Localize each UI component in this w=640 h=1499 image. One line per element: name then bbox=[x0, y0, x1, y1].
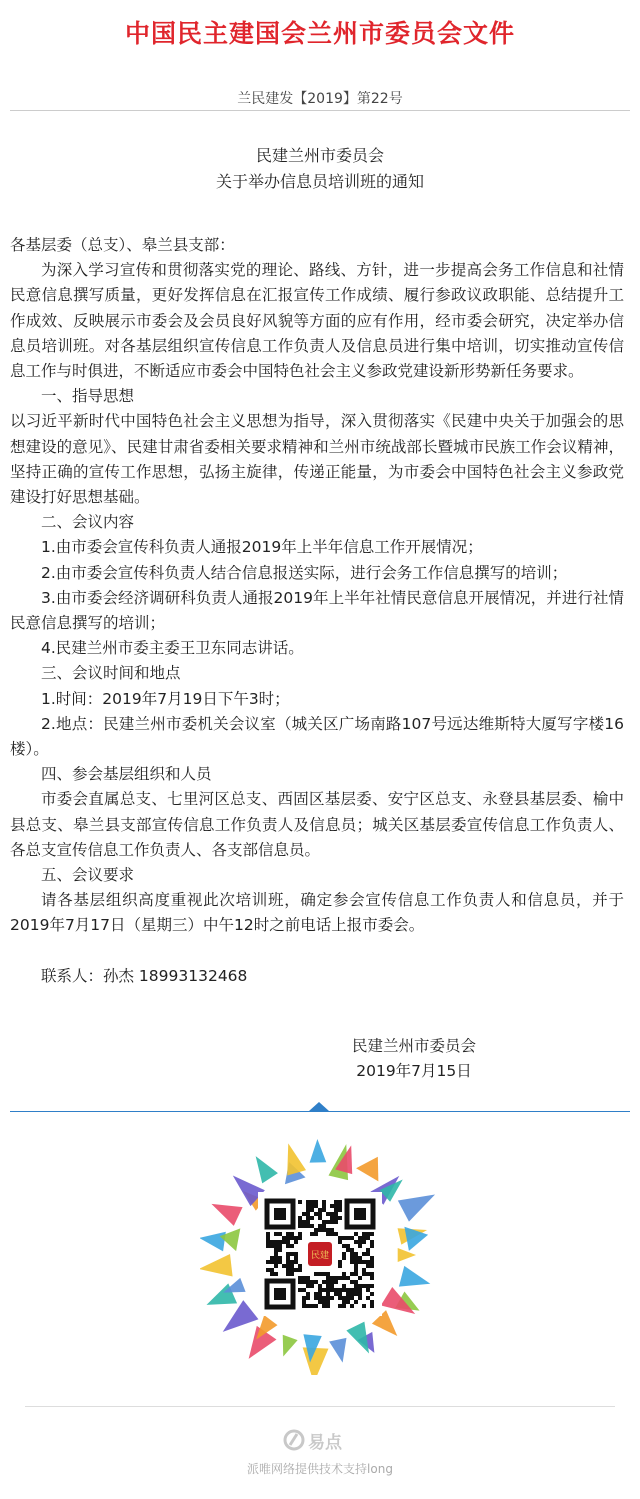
signature-date: 2019年7月15日 bbox=[356, 1062, 472, 1080]
meeting-place: 2.地点：民建兰州市委机关会议室（城关区广场南路107号远达维斯特大厦写字楼16楼）。 bbox=[10, 714, 624, 759]
section4-heading: 四、参会基层组织和人员 bbox=[41, 765, 212, 784]
intro-paragraph: 为深入学习宣传和贯彻落实党的理论、路线、方针，进一步提高会务工作信息和社情民意信息撰写质量，更好发挥信息在汇报宣传工作成绩、履行参政议政职能、总结提升工作成效、反映展示市委会及会员良好风貌等方面的应有作用，经市委会研究，决定举办信息员培训班。对各基层组织宣传信息工作负责人及信息员进行集中培训，切实推动宣传信息工作与时俱进，不断适应市委会中国特色社会主义参政党建设新形势新任务要求。 bbox=[10, 261, 624, 381]
contact-line: 联系人：孙杰 18993132468 bbox=[41, 966, 248, 985]
confetti-shard bbox=[303, 1347, 329, 1375]
section4-text: 市委会直属总支、七里河区总支、西固区基层委、安宁区总支、永登县基层委、榆中县总支、皋兰县支部宣传信息工作负责人及信息员；城关区基层委宣传信息工作负责人、各总支宣传信息工作负责人、各支部信息员。 bbox=[10, 790, 624, 859]
confetti-shard bbox=[223, 1278, 246, 1293]
confetti-shard bbox=[329, 1338, 346, 1363]
signature-block bbox=[339, 1034, 489, 1084]
footer-divider bbox=[25, 1406, 615, 1407]
section2-item: 4.民建兰州市委主委王卫东同志讲话。 bbox=[41, 639, 304, 658]
section3-heading: 三、会议时间和地点 bbox=[41, 664, 181, 683]
qr-center-logo-text: 民建 bbox=[310, 1251, 330, 1261]
confetti-shard bbox=[356, 1157, 378, 1182]
notice-title-line2: 关于举办信息员培训班的通知 bbox=[215, 172, 424, 191]
notice-title bbox=[0, 143, 640, 195]
confetti-shard bbox=[346, 1322, 369, 1354]
section1-heading: 一、指导思想 bbox=[41, 387, 135, 406]
section5-heading: 五、会议要求 bbox=[41, 866, 135, 885]
confetti-shard bbox=[223, 1300, 259, 1332]
confetti-shard bbox=[256, 1156, 278, 1183]
confetti-shard bbox=[283, 1335, 298, 1357]
footer-brand: 易点 bbox=[308, 1433, 342, 1453]
section5-text: 请各基层组织高度重视此次培训班，确定参会宣传信息工作负责人和信息员，并于2019年7月17日（星期三）中午12时之前电话上报市委会。 bbox=[10, 891, 624, 935]
section2-item: 2.由市委会宣传科负责人结合信息报送实际，进行会务工作信息撰写的培训； bbox=[41, 563, 568, 582]
confetti-shard bbox=[398, 1194, 435, 1221]
confetti-shard bbox=[200, 1232, 226, 1252]
qr-code-icon[interactable] bbox=[258, 1192, 382, 1316]
footer-credit[interactable]: 派唯网络提供技术支持long bbox=[247, 1462, 393, 1476]
spacer bbox=[10, 939, 624, 964]
confetti-shard bbox=[310, 1139, 327, 1163]
document-header-title: 中国民主建国会兰州市委员会文件 bbox=[124, 19, 515, 48]
notice-title-line1: 民建兰州市委员会 bbox=[255, 146, 384, 165]
header-divider bbox=[10, 110, 630, 111]
confetti-shard bbox=[398, 1248, 416, 1262]
document-number: 兰民建发【2019】第22号 bbox=[237, 91, 403, 107]
confetti-shard bbox=[399, 1266, 430, 1287]
divider-arrow-icon bbox=[309, 1102, 329, 1111]
section2-item: 3.由市委会经济调研科负责人通报2019年上半年社情民意信息开展情况，并进行社情民意信息撰写的培训； bbox=[10, 588, 624, 633]
confetti-shard bbox=[211, 1204, 242, 1226]
salutation: 各基层委（总支）、皋兰县支部： bbox=[10, 236, 235, 254]
section-divider bbox=[10, 1111, 630, 1112]
section2-heading: 二、会议内容 bbox=[41, 513, 135, 532]
meeting-time: 1.时间：2019年7月19日下午3时； bbox=[41, 689, 290, 708]
confetti-shard bbox=[287, 1143, 306, 1175]
section1-text: 以习近平新时代中国特色社会主义思想为指导，深入贯彻落实《民建中央关于加强会的思想建设的意见》、民建甘肃省委相关要求精神和兰州市统战部长暨城市民族工作会议精神，坚持正确的宣传工作思想，弘扬主旋律，传递正能量，为市委会中国特色社会主义参政党建设打好思想基础。 bbox=[10, 412, 624, 507]
signature-org: 民建兰州市委员会 bbox=[351, 1037, 476, 1055]
qr-center-logo bbox=[305, 1239, 335, 1269]
section2-item: 1.由市委会宣传科负责人通报2019年上半年信息工作开展情况； bbox=[41, 538, 483, 557]
notice-body bbox=[10, 233, 624, 989]
confetti-shard bbox=[200, 1254, 233, 1276]
